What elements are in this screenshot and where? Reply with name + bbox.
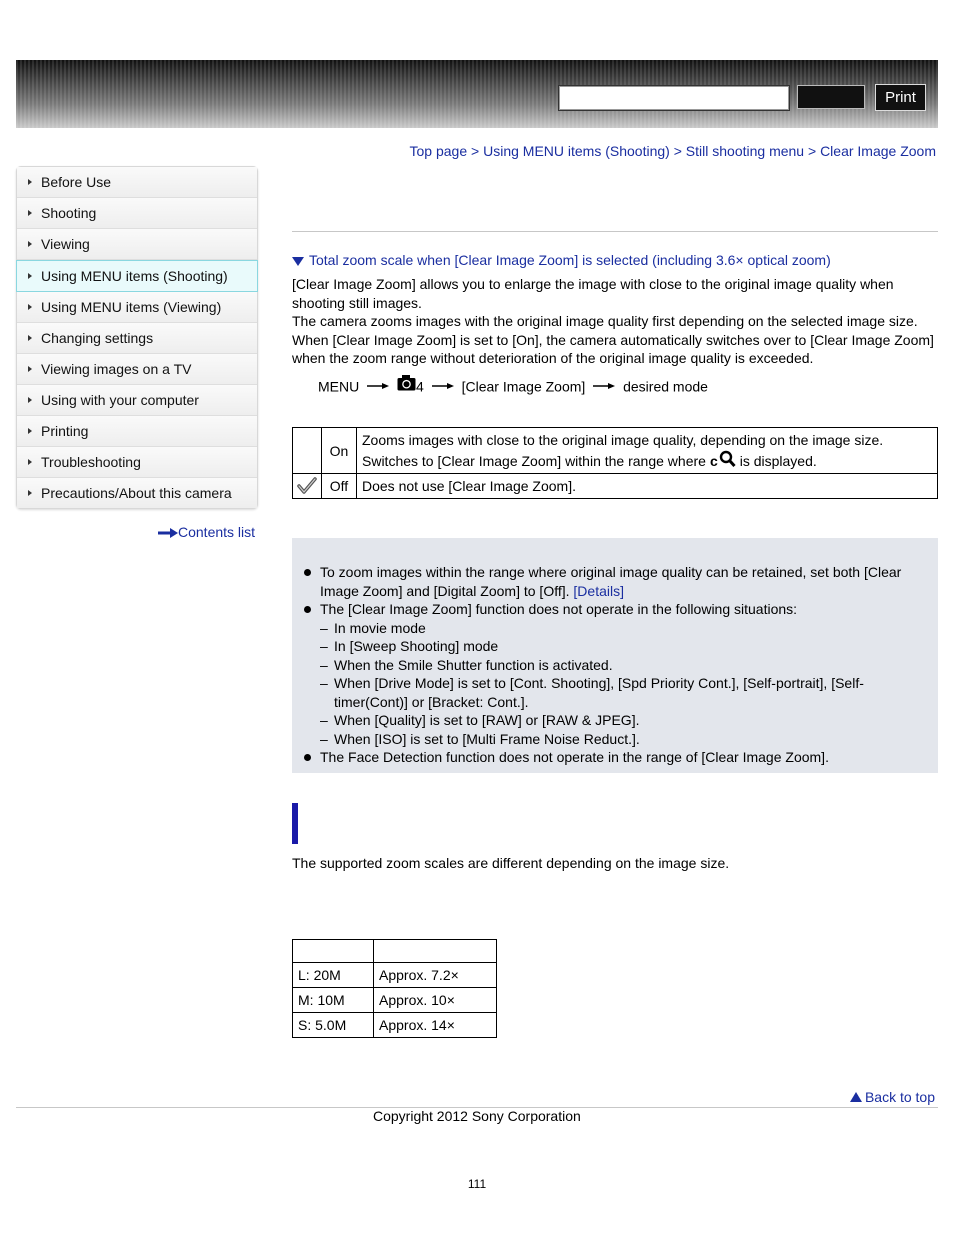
contents-list-link[interactable] [158,524,255,540]
breadcrumb-separator: > [467,143,484,159]
breadcrumb-top-page[interactable]: Top page [409,143,468,159]
table-row [293,963,497,988]
image-size-cell: L: 20M [293,963,374,988]
zoom-scales-paragraph: The supported zoom scales are different depending on the image size. [292,855,730,871]
back-to-top-link[interactable] [850,1089,935,1105]
menu-item-label: [Clear Image Zoom] [461,378,586,395]
zoom-scale-cell: Approx. 14× [374,1013,497,1038]
chevron-right-icon [28,273,32,279]
menu-tab-number: 4 [416,378,424,395]
print-button[interactable]: Print [875,84,926,111]
sidebar-item-viewing[interactable] [17,229,257,260]
breadcrumb-using-menu-shooting[interactable]: Using MENU items (Shooting) [483,143,670,159]
sidebar-item-shooting[interactable] [17,198,257,229]
total-zoom-scale-label: Total zoom scale when [Clear Image Zoom] is selected (including 3.6× optical zoom) [309,252,831,268]
setting-description-text: is displayed. [739,453,817,469]
sidebar-item-label: Printing [41,423,89,439]
sidebar-item-using-menu-viewing[interactable] [17,292,257,323]
sidebar-item-before-use[interactable] [17,167,257,198]
sidebar-nav [16,166,258,509]
arrow-right-icon [432,381,454,391]
arrow-right-icon [593,381,615,391]
sidebar-item-troubleshooting[interactable] [17,447,257,478]
note-subitem: – In movie mode [302,619,912,638]
default-marker-cell [293,474,322,499]
search-input[interactable] [558,85,790,111]
chevron-right-icon [28,210,32,216]
arrow-right-icon [367,381,389,391]
sidebar-item-label: Precautions/About this camera [41,485,232,501]
clear-zoom-magnifier-icon [710,450,736,468]
image-size-cell: M: 10M [293,988,374,1013]
note-subitem: – In [Sweep Shooting] mode [302,637,912,656]
default-marker-cell [293,428,322,474]
breadcrumb [410,143,936,159]
copyright: Copyright 2012 Sony Corporation [373,1108,581,1124]
checkmark-icon [297,477,317,495]
table-header-cell [374,940,497,963]
note-item [302,563,912,600]
chevron-right-icon [28,459,32,465]
note-subitem: – When [Drive Mode] is set to [Cont. Shooting], [Spd Priority Cont.], [Self-portrait], [Self-timer(Cont)] or [Bracket: Cont.]. [302,674,912,711]
table-row [293,988,497,1013]
setting-name: Off [322,474,357,499]
setting-description-line [362,450,932,471]
breadcrumb-still-shooting-menu[interactable]: Still shooting menu [685,143,805,159]
sidebar-item-label: Using MENU items (Shooting) [41,268,228,284]
setting-description-line: Zooms images with close to the original image quality, depending on the image size. [362,432,884,448]
chevron-right-icon [28,335,32,341]
sidebar-item-label: Shooting [41,205,97,221]
chevron-right-icon [28,241,32,247]
details-link[interactable]: [Details] [573,582,624,599]
sidebar-item-label: Using MENU items (Viewing) [41,299,222,315]
note-subitem: – When the Smile Shutter function is activated. [302,656,912,675]
setting-description-text: Switches to [Clear Image Zoom] within the range where [362,453,706,469]
chevron-right-icon [28,179,32,185]
settings-table [292,427,938,499]
page-number: 111 [467,1177,487,1191]
setting-description: Does not use [Clear Image Zoom]. [357,474,938,499]
camera-icon [397,374,416,391]
sidebar-item-label: Viewing [41,236,90,252]
section-heading-bar [292,803,298,844]
sidebar-item-precautions[interactable] [17,478,257,508]
table-row [293,428,938,474]
title-divider [292,231,938,232]
table-header-row [293,940,497,963]
breadcrumb-separator: > [804,143,821,159]
intro-paragraph-1: [Clear Image Zoom] allows you to enlarge the image with close to the original image quality when shooting still images. [292,276,894,311]
notes-box [292,538,938,773]
note-text: To zoom images within the range where original image quality can be retained, set both [Clear Image Zoom] and [Digital Zoom] to [Off]. [320,564,902,599]
svg-text:c: c [709,453,718,468]
setting-name: On [322,428,357,474]
chevron-right-icon [28,304,32,310]
contents-list-label: Contents list [178,524,256,540]
menu-label: MENU [318,378,360,395]
chevron-right-icon [28,366,32,372]
sidebar-item-viewing-on-tv[interactable] [17,354,257,385]
sidebar-item-changing-settings[interactable] [17,323,257,354]
note-subitem: – When [ISO] is set to [Multi Frame Noise Reduct.]. [302,730,912,749]
arrow-right-icon [158,528,178,538]
sidebar-item-using-with-computer[interactable] [17,385,257,416]
sidebar-item-using-menu-shooting[interactable] [16,260,258,292]
breadcrumb-clear-image-zoom[interactable]: Clear Image Zoom [820,143,936,159]
sidebar-item-label: Before Use [41,174,112,190]
sidebar-item-label: Using with your computer [41,392,199,408]
chevron-right-icon [28,428,32,434]
zoom-scale-cell: Approx. 10× [374,988,497,1013]
site-header [16,60,938,128]
note-item: The [Clear Image Zoom] function does not operate in the following situations: [302,600,912,619]
sidebar-item-label: Changing settings [41,330,154,346]
table-header-cell [293,940,374,963]
image-size-cell: S: 5.0M [293,1013,374,1038]
intro-paragraph-2: The camera zooms images with the original image quality first depending on the selected image size. When [Clear Image Zoom] is set to [On], the camera automatically switches over to [Clear Image Zoom] when the zoom range without deterioration of the original image quality is exceeded. [292,313,934,366]
triangle-down-icon [292,257,304,266]
chevron-right-icon [28,397,32,403]
sidebar-item-label: Viewing images on a TV [41,361,192,377]
zoom-scale-table [292,939,497,1038]
breadcrumb-separator: > [669,143,686,159]
back-to-top-label: Back to top [864,1089,935,1105]
note-item: The Face Detection function does not operate in the range of [Clear Image Zoom]. [302,748,912,767]
menu-path [318,374,708,394]
triangle-up-icon [850,1092,862,1102]
chevron-right-icon [28,490,32,496]
sidebar-item-printing[interactable] [17,416,257,447]
total-zoom-scale-link[interactable] [292,252,831,268]
table-row [293,474,938,499]
menu-end-label: desired mode [623,378,708,395]
table-row [293,1013,497,1038]
sidebar-item-label: Troubleshooting [41,454,141,470]
note-subitem: – When [Quality] is set to [RAW] or [RAW & JPEG]. [302,711,912,730]
zoom-scale-cell: Approx. 7.2× [374,963,497,988]
setting-description [357,428,938,474]
search-button[interactable] [797,85,865,109]
